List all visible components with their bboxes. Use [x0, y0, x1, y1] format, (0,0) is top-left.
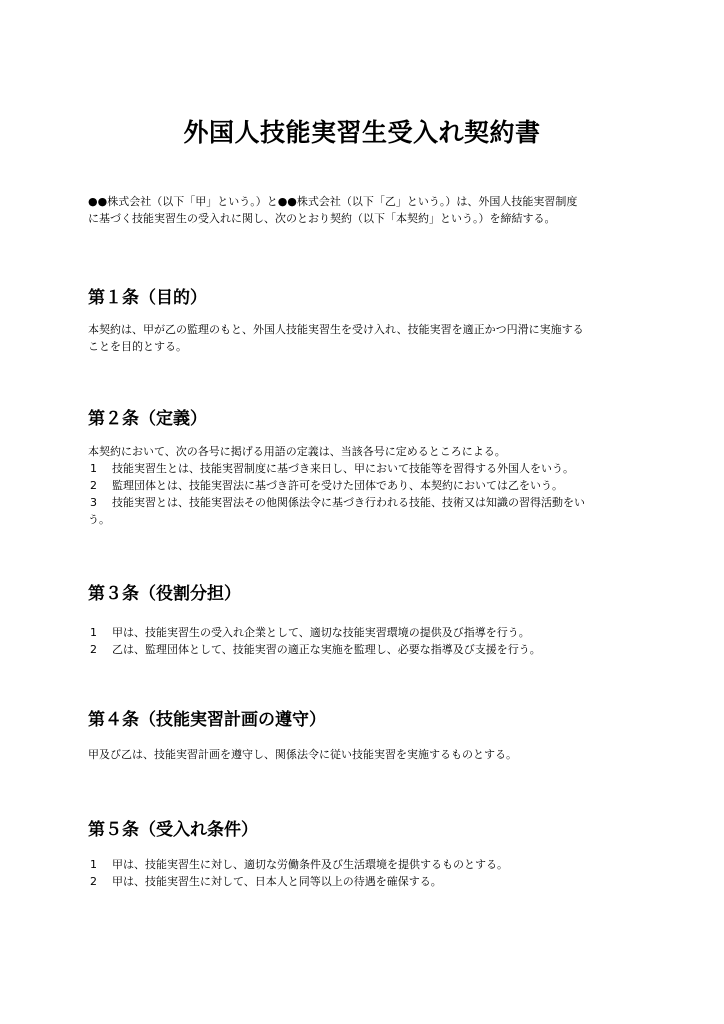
- item-text-continuation: う。: [88, 513, 110, 526]
- lead-line: 本契約において、次の各号に掲げる用語の定義は、当該各号に定めるところによる。: [88, 445, 506, 458]
- list-item: [88, 856, 648, 873]
- list-item-continuation: [88, 511, 648, 528]
- list-item: [88, 873, 648, 890]
- article-5-items: [88, 856, 648, 890]
- body-line: 甲及び乙は、技能実習計画を遵守し、関係法令に従い技能実習を実施するものとする。: [88, 748, 517, 761]
- list-item: [88, 494, 648, 511]
- article-1-body: [88, 321, 648, 355]
- item-text: 甲は、技能実習生の受入れ企業として、適切な技能実習環境の提供及び指導を行う。: [112, 626, 530, 639]
- item-text: 甲は、技能実習生に対して、日本人と同等以上の待遇を確保する。: [112, 875, 442, 888]
- list-item: [88, 477, 648, 494]
- item-text: 監理団体とは、技能実習法に基づき許可を受けた団体であり、本契約においては乙をいう。: [112, 479, 563, 492]
- item-number: 3: [90, 496, 97, 509]
- article-2-items: [88, 460, 648, 528]
- list-item: [88, 641, 648, 658]
- list-item: [88, 624, 648, 641]
- article-4-body: [88, 746, 648, 763]
- body-line: 本契約は、甲が乙の監理のもと、外国人技能実習生を受け入れ、技能実習を適正かつ円滑に実施する: [88, 323, 584, 336]
- item-number: 2: [90, 875, 97, 888]
- item-number: 1: [90, 462, 97, 475]
- item-number: 1: [90, 626, 97, 639]
- item-text: 乙は、監理団体として、技能実習の適正な実施を監理し、必要な指導及び支援を行う。: [112, 643, 541, 656]
- article-5-heading: 第５条（受入れ条件）: [88, 820, 258, 840]
- item-number: 2: [90, 479, 97, 492]
- item-text: 甲は、技能実習生に対し、適切な労働条件及び生活環境を提供するものとする。: [112, 858, 508, 871]
- intro-paragraph: [88, 193, 648, 227]
- item-number: 1: [90, 858, 97, 871]
- article-2-lead: [88, 443, 648, 460]
- article-3-heading: 第３条（役割分担）: [88, 584, 241, 604]
- article-1-heading: 第１条（目的）: [88, 288, 207, 308]
- article-4-heading: 第４条（技能実習計画の遵守）: [88, 710, 326, 730]
- item-text: 技能実習とは、技能実習法その他関係法令に基づき行われる技能、技術又は知識の習得活動をい: [112, 496, 585, 509]
- article-2-heading: 第２条（定義）: [88, 409, 207, 429]
- body-line: ことを目的とする。: [88, 340, 187, 353]
- intro-line: に基づく技能実習生の受入れに関し、次のとおり契約（以下「本契約」という。）を締結する。: [88, 212, 556, 225]
- item-text: 技能実習生とは、技能実習制度に基づき来日し、甲において技能等を習得する外国人をいう。: [112, 462, 574, 475]
- item-number: 2: [90, 643, 97, 656]
- article-3-items: [88, 624, 648, 658]
- document-title: 外国人技能実習生受入れ契約書: [183, 118, 541, 147]
- list-item: [88, 460, 648, 477]
- intro-line: ●●株式会社（以下「甲」という。）と●●株式会社（以下「乙」という。）は、外国人技能実習制度: [88, 195, 578, 208]
